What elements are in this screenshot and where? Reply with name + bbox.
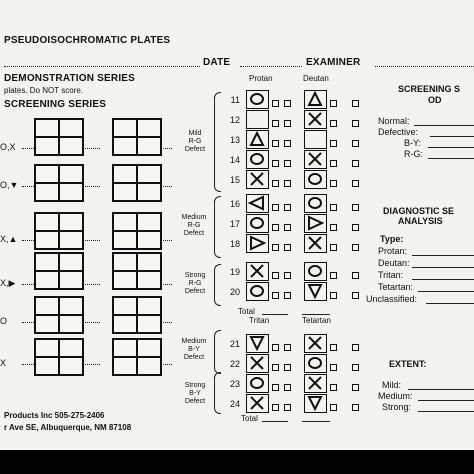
deutan-label: Deutan: <box>378 258 410 268</box>
date-line[interactable] <box>240 66 302 67</box>
defective-label: Defective: <box>378 127 419 137</box>
answer-cell[interactable] <box>112 356 138 376</box>
plate-symbol-triangle-right <box>304 214 327 233</box>
answer-cell[interactable] <box>58 252 84 272</box>
medium-rg-brace <box>214 196 221 258</box>
plate-checkbox[interactable] <box>284 224 291 231</box>
plate-symbol-x <box>246 354 269 373</box>
strong-by-brace <box>214 372 221 414</box>
plate-number: 16 <box>229 199 240 209</box>
plate-number: 18 <box>229 239 240 249</box>
answer-cell[interactable] <box>112 164 138 184</box>
strong-label: Strong: <box>382 402 412 412</box>
plate-number: 12 <box>229 115 240 125</box>
answer-cell[interactable] <box>58 212 84 232</box>
plate-checkbox[interactable] <box>284 140 291 147</box>
screening-answer-label: X,▶ <box>0 278 16 288</box>
plate-checkbox[interactable] <box>272 140 279 147</box>
group-line: Defect <box>184 398 206 405</box>
plate-checkbox[interactable] <box>284 204 291 211</box>
answer-cell[interactable] <box>136 118 162 138</box>
plate-number: 11 <box>230 95 240 105</box>
examiner-label: EXAMINER <box>306 57 361 68</box>
plate-symbol-triangle-down <box>304 394 327 413</box>
plate-checkbox[interactable] <box>272 100 279 107</box>
plate-checkbox[interactable] <box>352 204 359 211</box>
plate-checkbox[interactable] <box>284 160 291 167</box>
medium-label: Medium: <box>378 391 413 401</box>
plate-checkbox[interactable] <box>284 384 291 391</box>
plate-number: 15 <box>229 175 240 185</box>
medium-by-brace <box>214 330 221 374</box>
plate-number: 20 <box>229 287 240 297</box>
plate-checkbox[interactable] <box>284 244 291 251</box>
answer-cell[interactable] <box>58 164 84 184</box>
answer-cell[interactable] <box>112 296 138 316</box>
group-line: Defect <box>184 288 206 295</box>
answer-cell[interactable] <box>136 182 162 202</box>
plate-checkbox[interactable] <box>330 224 337 231</box>
answer-cell[interactable] <box>34 136 60 156</box>
plate-checkbox[interactable] <box>272 292 279 299</box>
answer-cell[interactable] <box>34 356 60 376</box>
plate-checkbox[interactable] <box>330 100 337 107</box>
answer-cell[interactable] <box>34 338 60 358</box>
plate-checkbox[interactable] <box>352 244 359 251</box>
answer-cell[interactable] <box>34 182 60 202</box>
plate-number: 23 <box>229 379 240 389</box>
footer-company: Products Inc 505-275-2406 <box>4 411 105 420</box>
plate-checkbox[interactable] <box>272 120 279 127</box>
answer-cell[interactable] <box>112 212 138 232</box>
tetartan-label: Tetartan: <box>378 282 414 292</box>
plate-checkbox[interactable] <box>330 292 337 299</box>
plate-symbol-triangle-down <box>304 282 327 301</box>
screening-answer-label: X <box>0 358 7 368</box>
answer-cell[interactable] <box>112 270 138 290</box>
plate-checkbox[interactable] <box>284 292 291 299</box>
total-bottom-label: Total <box>241 414 258 423</box>
footer-address: r Ave SE, Albuquerque, NM 87108 <box>4 423 132 432</box>
plate-symbol-x <box>304 110 327 129</box>
plate-checkbox[interactable] <box>352 100 359 107</box>
plate-number: 24 <box>229 399 240 409</box>
answer-cell[interactable] <box>136 164 162 184</box>
group-line: B-Y <box>189 390 201 397</box>
tetartan-line[interactable] <box>418 291 474 292</box>
group-line: Strong <box>184 272 206 279</box>
strong-line[interactable] <box>418 411 474 412</box>
plate-checkbox[interactable] <box>272 404 279 411</box>
answer-cell[interactable] <box>136 296 162 316</box>
plate-checkbox[interactable] <box>330 160 337 167</box>
mild-line[interactable] <box>408 389 474 390</box>
plate-checkbox[interactable] <box>272 180 279 187</box>
medium-rg-group <box>174 214 214 238</box>
form-title: PSEUDOISOCHROMATIC PLATES <box>4 35 171 46</box>
strong-rg-brace <box>214 264 221 306</box>
unclassified-line[interactable] <box>426 303 474 304</box>
plate-checkbox[interactable] <box>352 344 359 351</box>
plate-symbol-triangle-down <box>246 334 269 353</box>
mild-label: Mild: <box>382 380 402 390</box>
by-line[interactable] <box>428 147 474 148</box>
screening-answer-label: O <box>0 316 8 326</box>
plate-symbol-x <box>246 262 269 281</box>
plate-checkbox[interactable] <box>330 180 337 187</box>
plate-checkbox[interactable] <box>352 384 359 391</box>
plate-symbol-circle <box>246 90 269 109</box>
answer-cell[interactable] <box>136 136 162 156</box>
answer-cell[interactable] <box>58 296 84 316</box>
plate-checkbox[interactable] <box>352 160 359 167</box>
answer-cell[interactable] <box>136 356 162 376</box>
by-label: B-Y: <box>404 138 422 148</box>
tritan-total-line[interactable] <box>262 421 288 422</box>
answer-cell[interactable] <box>34 230 60 250</box>
plate-symbol-x <box>304 150 327 169</box>
answer-cell[interactable] <box>34 118 60 138</box>
plate-checkbox[interactable] <box>352 180 359 187</box>
medium-line[interactable] <box>418 400 474 401</box>
screening-answer-label: O,X <box>0 142 16 152</box>
plate-number: 21 <box>229 339 240 349</box>
plate-checkbox[interactable] <box>272 160 279 167</box>
answer-cell[interactable] <box>58 338 84 358</box>
tritan-label: Tritan: <box>378 270 404 280</box>
answer-cell[interactable] <box>112 118 138 138</box>
plate-symbol-circle <box>304 354 327 373</box>
answer-cell[interactable] <box>58 270 84 290</box>
extent-title: EXTENT: <box>389 359 427 369</box>
strong-by-group <box>175 382 215 406</box>
plate-symbol-x <box>246 394 269 413</box>
diagnostic-title: DIAGNOSTIC SE <box>383 206 455 216</box>
answer-cell[interactable] <box>34 212 60 232</box>
date-label: DATE <box>203 57 231 68</box>
group-line: Strong <box>184 382 206 389</box>
group-line: R-G <box>188 138 202 145</box>
plate-symbol-blank <box>304 130 327 149</box>
group-line: B-Y <box>188 346 200 353</box>
plate-checkbox[interactable] <box>284 100 291 107</box>
answer-cell[interactable] <box>58 136 84 156</box>
plate-checkbox[interactable] <box>284 404 291 411</box>
screening-answer-label: X,▲ <box>0 234 18 244</box>
plate-checkbox[interactable] <box>352 120 359 127</box>
unclassified-label: Unclassified: <box>366 294 418 304</box>
plate-symbol-triangle-right <box>246 234 269 253</box>
tritan-line[interactable] <box>412 279 474 280</box>
plate-checkbox[interactable] <box>330 140 337 147</box>
plate-checkbox[interactable] <box>330 344 337 351</box>
plate-checkbox[interactable] <box>352 364 359 371</box>
answer-cell[interactable] <box>58 182 84 202</box>
protan-line[interactable] <box>412 255 474 256</box>
plate-symbol-circle <box>246 374 269 393</box>
plate-checkbox[interactable] <box>352 292 359 299</box>
plate-symbol-triangle-left <box>246 194 269 213</box>
name-line[interactable] <box>4 66 200 67</box>
plate-checkbox[interactable] <box>272 384 279 391</box>
total-label: Total <box>238 307 255 316</box>
answer-cell[interactable] <box>58 356 84 376</box>
examiner-line[interactable] <box>375 66 474 67</box>
mild-rg-brace <box>214 92 221 192</box>
answer-cell[interactable] <box>112 230 138 250</box>
plate-symbol-x <box>246 170 269 189</box>
answer-cell[interactable] <box>112 252 138 272</box>
plate-symbol-circle <box>246 282 269 301</box>
answer-cell[interactable] <box>136 314 162 334</box>
plate-number: 14 <box>229 155 240 165</box>
demo-series-title: DEMONSTRATION SERIES <box>4 73 136 84</box>
plate-symbol-triangle-up <box>304 90 327 109</box>
plate-symbol-blank <box>246 110 269 129</box>
plate-symbol-circle <box>304 262 327 281</box>
rg-label: R-G: <box>404 149 423 159</box>
group-line: R-G <box>187 222 201 229</box>
plate-checkbox[interactable] <box>330 364 337 371</box>
plate-checkbox[interactable] <box>330 204 337 211</box>
plate-number: 22 <box>229 359 240 369</box>
plate-symbol-triangle-up <box>246 130 269 149</box>
answer-cell[interactable] <box>34 270 60 290</box>
plate-checkbox[interactable] <box>352 404 359 411</box>
tetartan-header: Tetartan <box>302 316 331 325</box>
answer-cell[interactable] <box>58 118 84 138</box>
protan-header: Protan <box>249 74 273 83</box>
tritan-header: Tritan <box>249 316 270 325</box>
plate-symbol-circle <box>246 150 269 169</box>
plate-checkbox[interactable] <box>272 272 279 279</box>
strong-rg-group <box>175 272 215 296</box>
plate-checkbox[interactable] <box>272 364 279 371</box>
group-line: Defect <box>183 230 205 237</box>
plate-symbol-x <box>304 334 327 353</box>
plate-symbol-x <box>304 374 327 393</box>
answer-cell[interactable] <box>136 270 162 290</box>
protan-total-line[interactable] <box>262 314 288 315</box>
plate-checkbox[interactable] <box>272 204 279 211</box>
plate-number: 17 <box>229 219 240 229</box>
screening-summary-title: SCREENING S <box>398 84 461 94</box>
normal-line[interactable] <box>414 125 474 126</box>
deutan-line[interactable] <box>412 267 474 268</box>
answer-cell[interactable] <box>34 296 60 316</box>
plate-checkbox[interactable] <box>272 244 279 251</box>
type-label: Type: <box>380 234 404 244</box>
plate-checkbox[interactable] <box>330 404 337 411</box>
answer-cell[interactable] <box>136 230 162 250</box>
plate-checkbox[interactable] <box>352 224 359 231</box>
answer-cell[interactable] <box>112 338 138 358</box>
answer-cell[interactable] <box>112 182 138 202</box>
group-line: Defect <box>184 146 206 153</box>
plate-checkbox[interactable] <box>284 364 291 371</box>
plate-number: 13 <box>229 135 240 145</box>
answer-cell[interactable] <box>136 252 162 272</box>
plate-checkbox[interactable] <box>272 224 279 231</box>
plate-checkbox[interactable] <box>352 140 359 147</box>
plate-symbol-x <box>304 234 327 253</box>
plate-number: 19 <box>229 267 240 277</box>
normal-label: Normal: <box>378 116 410 126</box>
plate-symbol-circle <box>246 214 269 233</box>
defective-line[interactable] <box>430 136 474 137</box>
plate-symbol-circle <box>304 170 327 189</box>
answer-cell[interactable] <box>58 230 84 250</box>
plate-symbol-circle <box>304 194 327 213</box>
answer-cell[interactable] <box>58 314 84 334</box>
plate-checkbox[interactable] <box>330 272 337 279</box>
protan-label: Protan: <box>378 246 408 256</box>
demo-series-note: plates. Do NOT score. <box>4 86 83 95</box>
rg-line[interactable] <box>428 158 474 159</box>
plate-checkbox[interactable] <box>284 120 291 127</box>
group-line: Mild <box>188 130 202 137</box>
group-line: Medium <box>181 338 207 345</box>
screening-summary-subtitle: OD <box>428 95 442 105</box>
deutan-total-line[interactable] <box>302 314 330 315</box>
group-line: R-G <box>188 280 202 287</box>
tetartan-total-line[interactable] <box>302 421 330 422</box>
plate-checkbox[interactable] <box>330 244 337 251</box>
group-line: Medium <box>181 214 207 221</box>
group-line: Defect <box>183 354 205 361</box>
screening-answer-label: O,▼ <box>0 180 19 190</box>
deutan-header: Deutan <box>303 74 329 83</box>
answer-cell[interactable] <box>34 164 60 184</box>
answer-cell[interactable] <box>112 314 138 334</box>
screening-series-title: SCREENING SERIES <box>4 99 107 110</box>
plate-checkbox[interactable] <box>330 384 337 391</box>
answer-cell[interactable] <box>112 136 138 156</box>
mild-rg-group <box>177 130 213 154</box>
answer-cell[interactable] <box>136 212 162 232</box>
medium-by-group <box>174 338 214 362</box>
plate-checkbox[interactable] <box>330 120 337 127</box>
answer-cell[interactable] <box>136 338 162 358</box>
answer-cell[interactable] <box>34 314 60 334</box>
plate-checkbox[interactable] <box>352 272 359 279</box>
plate-checkbox[interactable] <box>284 180 291 187</box>
plate-checkbox[interactable] <box>284 344 291 351</box>
diagnostic-subtitle: ANALYSIS <box>398 216 443 226</box>
answer-cell[interactable] <box>34 252 60 272</box>
plate-checkbox[interactable] <box>272 344 279 351</box>
plate-checkbox[interactable] <box>284 272 291 279</box>
